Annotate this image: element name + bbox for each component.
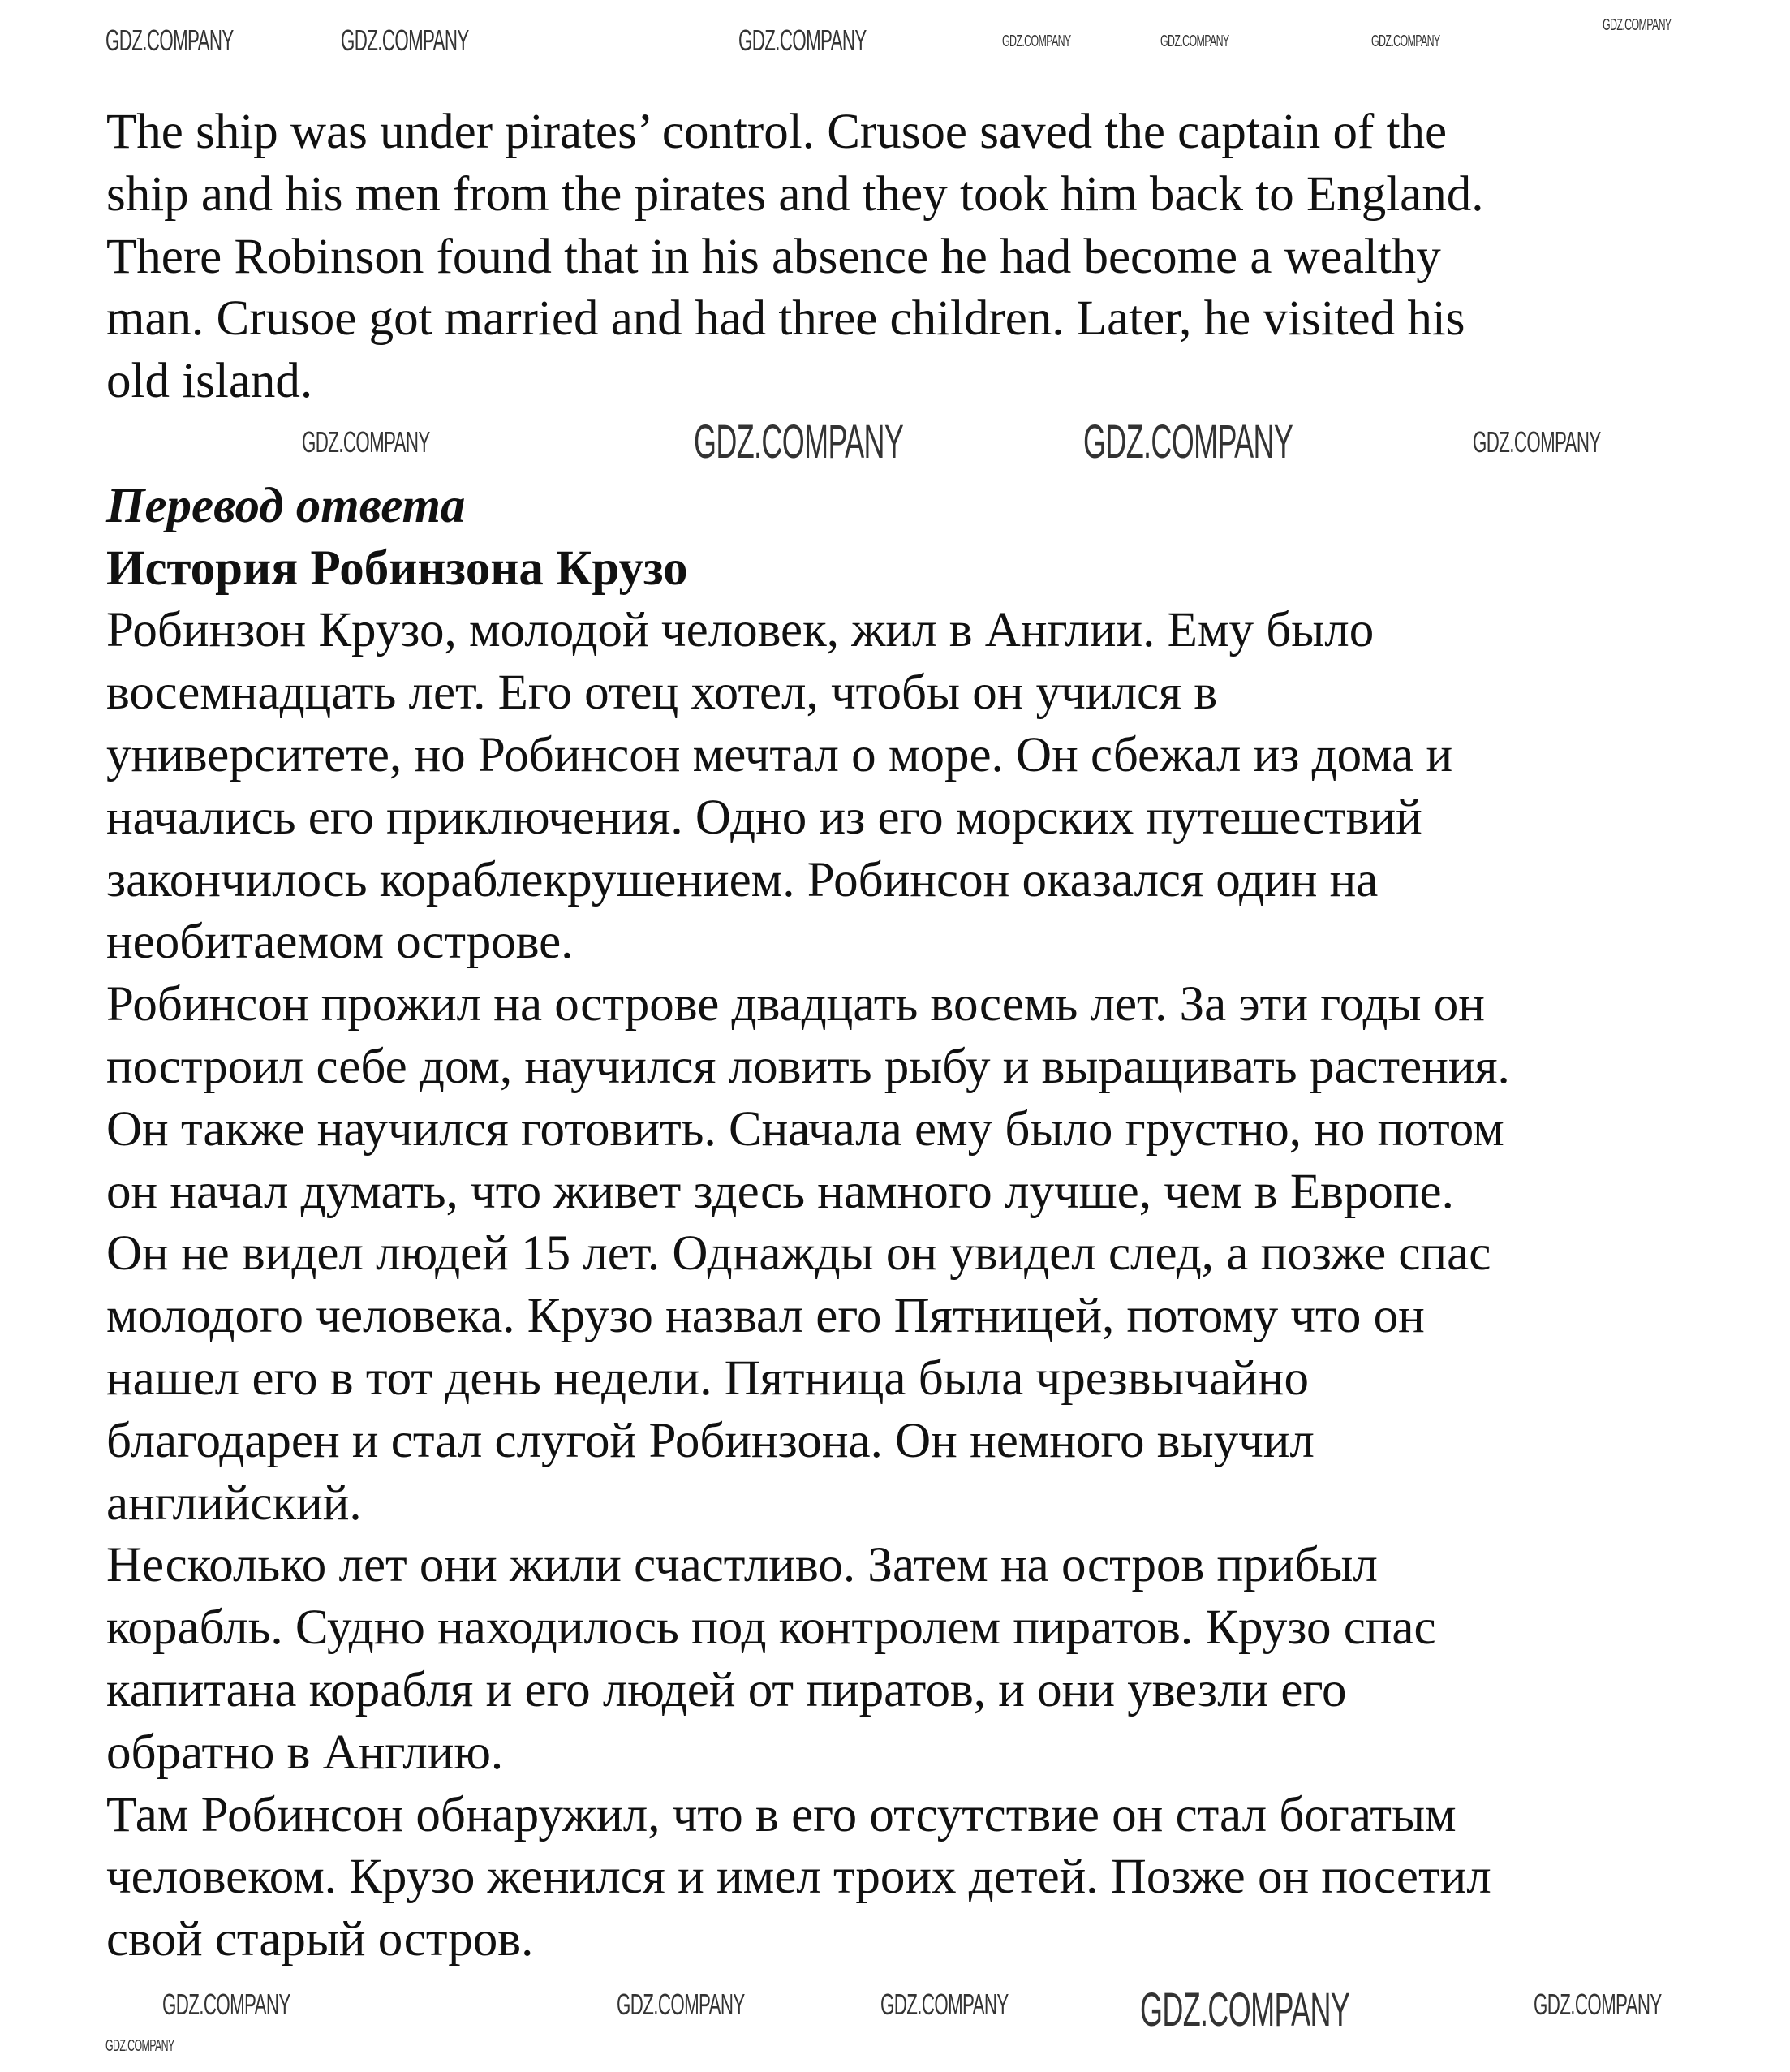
watermark: GDZ.COMPANY bbox=[738, 24, 867, 57]
russian-line: восемнадцать лет. Его отец хотел, чтобы он учился в bbox=[106, 666, 1218, 721]
watermark: GDZ.COMPANY bbox=[617, 1988, 745, 2021]
russian-line: благодарен и стал слугой Робинзона. Он немного выучил bbox=[106, 1413, 1315, 1468]
russian-line: молодого человека. Крузо назвал его Пятницей, потому что он bbox=[106, 1289, 1425, 1344]
watermark: GDZ.COMPANY bbox=[1160, 32, 1229, 50]
russian-line: человеком. Крузо женился и имел троих детей. Позже он посетил bbox=[106, 1850, 1491, 1905]
russian-line: построил себе дом, научился ловить рыбу и выращивать растения. bbox=[106, 1039, 1510, 1094]
watermark: GDZ.COMPANY bbox=[1603, 16, 1672, 34]
english-line: man. Crusoe got married and had three children. Later, he visited his bbox=[106, 291, 1465, 347]
russian-line: Несколько лет они жили счастливо. Затем на остров прибыл bbox=[106, 1538, 1378, 1593]
russian-line: нашел его в тот день недели. Пятница была чрезвычайно bbox=[106, 1350, 1309, 1406]
russian-line: английский. bbox=[106, 1475, 362, 1531]
russian-line: свой старый остров. bbox=[106, 1912, 534, 1967]
russian-line: Там Робинсон обнаружил, что в его отсутствие он стал богатым bbox=[106, 1787, 1457, 1842]
russian-line: Робинзон Крузо, молодой человек, жил в Англии. Ему было bbox=[106, 603, 1375, 658]
watermark: GDZ.COMPANY bbox=[1002, 32, 1071, 50]
watermark: GDZ.COMPANY bbox=[694, 416, 904, 468]
watermark: GDZ.COMPANY bbox=[1083, 416, 1293, 468]
russian-line: закончилось кораблекрушением. Робинсон оказался один на bbox=[106, 852, 1379, 907]
english-line: ship and his men from the pirates and they took him back to England. bbox=[106, 166, 1484, 222]
russian-line: Он также научился готовить. Сначала ему было грустно, но потом bbox=[106, 1101, 1504, 1157]
russian-line: обратно в Англию. bbox=[106, 1725, 504, 1780]
watermark: GDZ.COMPANY bbox=[341, 24, 469, 57]
watermark: GDZ.COMPANY bbox=[1140, 1984, 1350, 2036]
russian-text bbox=[106, 600, 1729, 1971]
russian-line: необитаемом острове. bbox=[106, 915, 574, 970]
document-page bbox=[106, 101, 1729, 1971]
russian-line: Он не видел людей 15 лет. Однажды он увидел след, а позже спас bbox=[106, 1226, 1491, 1282]
watermark: GDZ.COMPANY bbox=[880, 1988, 1009, 2021]
watermark: GDZ.COMPANY bbox=[1534, 1988, 1662, 2021]
russian-line: университете, но Робинсон мечтал о море. Он сбежал из дома и bbox=[106, 727, 1453, 782]
russian-line: корабль. Судно находилось под контролем пиратов. Крузо спас bbox=[106, 1600, 1436, 1656]
watermark: GDZ.COMPANY bbox=[105, 2037, 174, 2055]
watermark: GDZ.COMPANY bbox=[1473, 425, 1601, 459]
russian-line: он начал думать, что живет здесь намного лучше, чем в Европе. bbox=[106, 1164, 1454, 1219]
english-line: old island. bbox=[106, 354, 313, 409]
english-line: The ship was under pirates’ control. Crusoe saved the captain of the bbox=[106, 105, 1448, 159]
watermark: GDZ.COMPANY bbox=[105, 24, 234, 57]
english-line: There Robinson found that in his absence he had become a wealthy bbox=[106, 229, 1441, 284]
russian-line: капитана корабля и его людей от пиратов, и они увезли его bbox=[106, 1662, 1347, 1717]
watermark: GDZ.COMPANY bbox=[302, 425, 430, 459]
translation-heading: Перевод ответа bbox=[106, 478, 466, 533]
russian-line: Робинсон прожил на острове двадцать восемь лет. За эти годы он bbox=[106, 977, 1485, 1032]
translation-title: История Робинзона Крузо bbox=[106, 541, 688, 596]
watermark: GDZ.COMPANY bbox=[1371, 32, 1440, 50]
watermark: GDZ.COMPANY bbox=[162, 1988, 290, 2021]
russian-line: начались его приключения. Одно из его морских путешествий bbox=[106, 790, 1422, 845]
